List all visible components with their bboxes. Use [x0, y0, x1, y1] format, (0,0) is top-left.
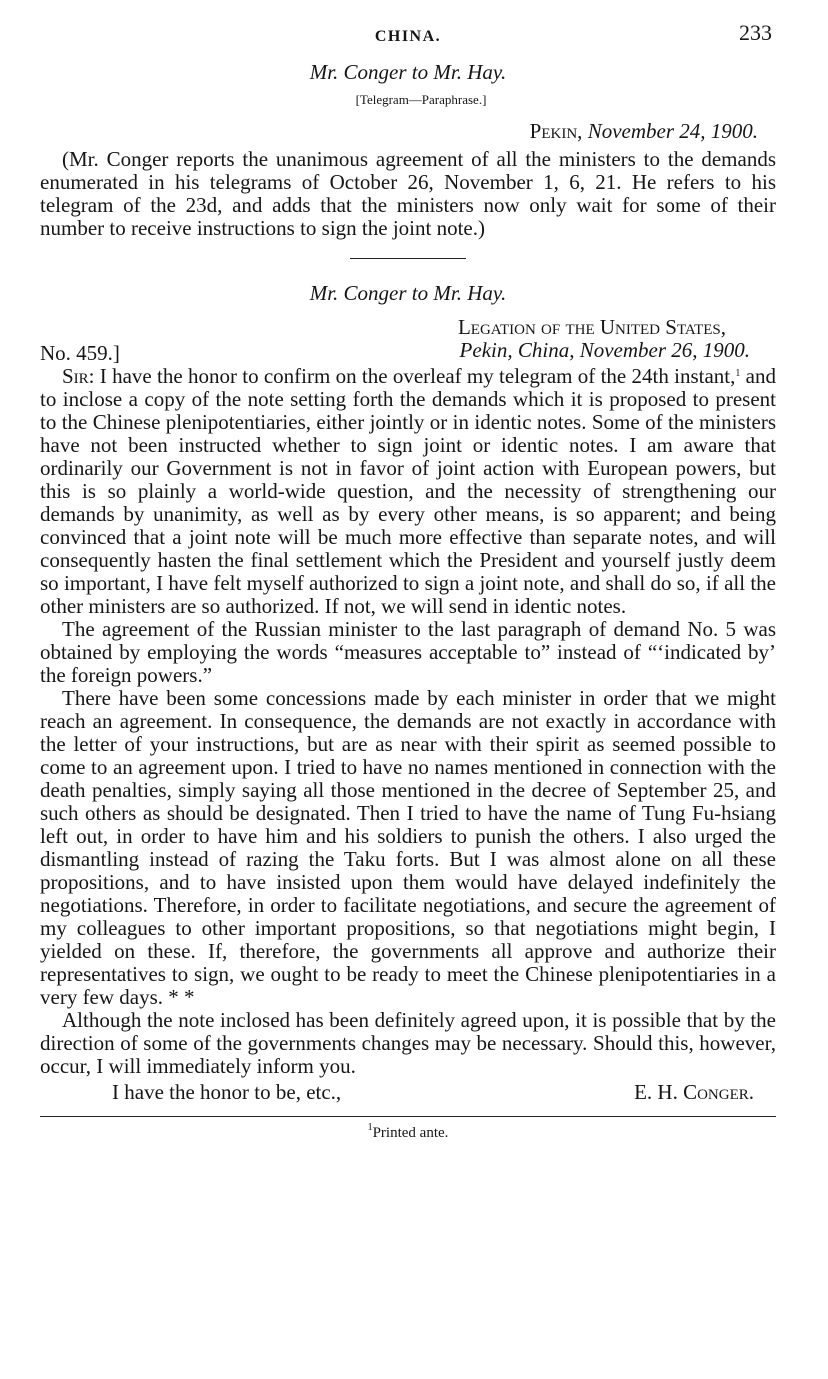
salutation: Sir:	[62, 364, 95, 388]
letter1-dateline-date: November 24, 1900.	[587, 119, 758, 143]
running-title: CHINA.	[374, 28, 442, 45]
letter2-number: No. 459.]	[40, 341, 120, 365]
closing: I have the honor to be, etc.,	[112, 1080, 342, 1104]
document-page	[40, 18, 776, 1142]
letter2-place-date: Pekin, China, November 26, 1900.	[459, 338, 750, 362]
signature: E. H. Conger.	[634, 1080, 754, 1104]
footnote-ref: 1	[735, 368, 741, 379]
paragraph-1-part-a: I have the honor to confirm on the overleaf my telegram of the 24th instant,	[94, 364, 736, 388]
page-number: 233	[739, 20, 772, 45]
letter1-body: (Mr. Conger reports the unanimous agreement of all the ministers to the demands enumerated in his telegrams of October 26, November 1, 6, 21. He refers to his telegram of the 23d, and adds that the ministers now only wait for some of their number to receive instructions to sign the joint note.)	[40, 147, 776, 240]
footnote-text: Printed ante.	[372, 1125, 449, 1141]
letter2-paragraph-3: There have been some concessions made by each minister in order that we might reach an agreement. In consequence, the demands are not exactly in accordance with the letter of your instructions, but are as near with their spirit as seemed possible to come to an agreement upon. I tried to have no names mentioned in connection with the death penalties, simply saying all those mentioned in the decree of September 25, and such others as should be designated. Then I tried to have the name of Tung Fu-hsiang left out, in order to have him and his soldiers to punish the others. I also urged the dismantling instead of razing the Taku forts. But I was almost alone on all these propositions, and to have insisted upon them would have delayed indefinitely the negotiations. Therefore, in order to facilitate negotiations, and secure the agreement of my colleagues to other important propositions, so that negotiations might begin, I yielded on these. If, therefore, the governments all approve and authorize their representatives to sign, we ought to be ready to meet the Chinese plenipotentiaries in a very few days. * *	[40, 686, 776, 1009]
footnote-marker: 1	[367, 1122, 373, 1133]
letter2-paragraph-4: Although the note inclosed has been definitely agreed upon, it is possible that by the direction of some of the governments changes may be necessary. Should this, however, occur, I will immediately inform you.	[40, 1008, 776, 1078]
paragraph-1-part-b: and to inclose a copy of the note setting forth the demands which it is proposed to present to the Chinese plenipotentiaries, either jointly or in identic notes. Some of the ministers have not been instructed whether to sign joint or identic notes. I am aware that ordinarily our Government is not in favor of joint action with European powers, but this is so plainly a world-wide question, and the necessity of strengthening our demands by unanimity, as well as by every other means, is so apparent; and being convinced that a joint note will be much more effective than separate notes, and will consequently hasten the final settlement which the President and yourself justly deem so important, I have felt myself authorized to sign a joint note, and shall do so, if all the other ministers are so authorized. If not, we will send in identic notes.	[40, 364, 776, 618]
footnote-rule	[40, 1116, 776, 1117]
letter2-legation: Legation of the United States,	[457, 315, 726, 339]
letter1-subheading: [Telegram—Paraphrase.]	[355, 92, 487, 107]
section-divider	[350, 258, 466, 259]
letter2-paragraph-1	[40, 365, 776, 618]
letter2-heading: Mr. Conger to Mr. Hay.	[309, 281, 507, 305]
letter1-heading: Mr. Conger to Mr. Hay.	[309, 60, 507, 84]
signoff	[40, 1080, 776, 1108]
letter1-dateline-place: Pekin,	[529, 119, 583, 143]
letter2-paragraph-2: The agreement of the Russian minister to the last paragraph of demand No. 5 was obtained by employing the words “measures acceptable to” instead of “‘indicated by’ the foreign powers.”	[40, 617, 776, 687]
letter1-dateline	[40, 118, 758, 144]
running-head	[40, 18, 776, 58]
letter2-number-line	[40, 339, 776, 365]
footnote	[40, 1122, 776, 1142]
